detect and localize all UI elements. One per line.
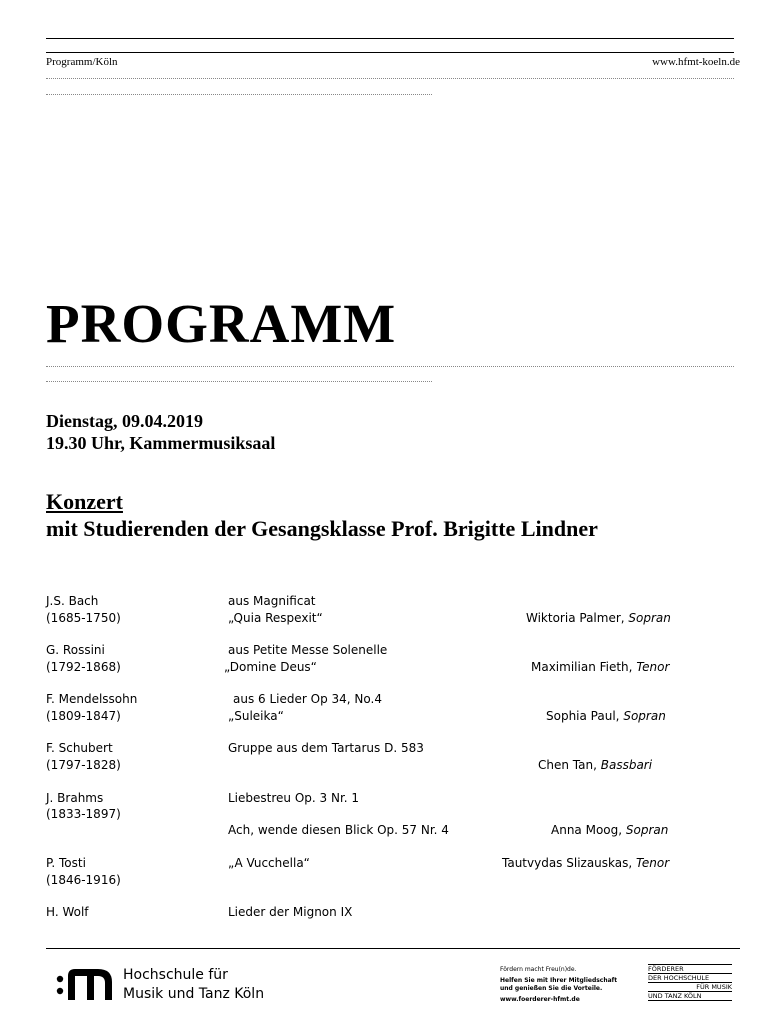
footer-rule (46, 948, 740, 949)
composer: F. Mendelssohn (46, 692, 138, 706)
work-title: aus 6 Lieder Op 34, No.4 (233, 692, 382, 706)
logo-text: Hochschule für Musik und Tanz Köln (123, 967, 265, 1002)
dotted-line (46, 94, 432, 99)
composer: G. Rossini (46, 643, 105, 657)
performer: Sophia Paul, Sopran (546, 709, 666, 723)
page-title: PROGRAMM (46, 293, 397, 354)
work-title: aus Petite Messe Solenelle (228, 643, 388, 657)
composer: H. Wolf (46, 905, 89, 919)
top-rule-1 (46, 38, 734, 39)
performer: Anna Moog, Sopran (551, 823, 669, 837)
work-title: aus Magnificat (228, 594, 316, 608)
composer-dates: (1833-1897) (46, 807, 121, 821)
dotted-line (46, 366, 734, 371)
composer-dates: (1846-1916) (46, 873, 121, 887)
composer-dates: (1809-1847) (46, 709, 121, 723)
composer-dates: (1792-1868) (46, 660, 121, 674)
composer: J. Brahms (46, 791, 104, 805)
composer: F. Schubert (46, 741, 113, 755)
header-left: Programm/Köln (46, 56, 118, 68)
top-rule-2 (46, 52, 734, 53)
event-date-block (46, 410, 275, 454)
association-text: Fördern macht Freu(n)de. Helfen Sie mit Ihrer Mitgliedschaft und genießen Sie die Vorteile. www.foerderer-hfmt.de (500, 966, 618, 1003)
concert-subtitle: mit Studierenden der Gesangsklasse Prof. Brigitte Lindner (46, 516, 598, 541)
header-right[interactable]: www.hfmt-koeln.de (652, 56, 740, 68)
work-title: Liebestreu Op. 3 Nr. 1 (228, 791, 360, 805)
dotted-line (46, 381, 432, 386)
work-title: Lieder der Mignon IX (228, 905, 353, 919)
concert-heading (46, 488, 598, 542)
performer: Wiktoria Palmer, Sopran (526, 611, 671, 625)
work-subtitle: „Domine Deus“ (224, 660, 317, 674)
composer: J.S. Bach (46, 594, 99, 608)
hfmt-logo-icon (56, 964, 118, 1002)
work-subtitle: „Suleika“ (228, 709, 284, 723)
composer-dates: (1685-1750) (46, 611, 121, 625)
work-title: Gruppe aus dem Tartarus D. 583 (228, 741, 424, 755)
association-logo: FÖRDERER DER HOCHSCHULE FÜR MUSIK UND TANZ KÖLN (648, 965, 732, 1000)
composer: P. Tosti (46, 856, 86, 870)
concert-title: Konzert (46, 489, 123, 514)
event-time-location: 19.30 Uhr, Kammermusiksaal (46, 433, 276, 453)
work-title: „A Vucchella“ (228, 856, 310, 870)
work-subtitle: „Quia Respexit“ (228, 611, 323, 625)
work-title: Ach, wende diesen Blick Op. 57 Nr. 4 (228, 823, 449, 837)
performer: Tautvydas Slizauskas, Tenor (502, 856, 670, 870)
performer: Chen Tan, Bassbari (538, 758, 653, 772)
performer: Maximilian Fieth, Tenor (531, 660, 670, 674)
composer-dates: (1797-1828) (46, 758, 121, 772)
dotted-line (46, 78, 734, 83)
event-date: Dienstag, 09.04.2019 (46, 411, 203, 431)
